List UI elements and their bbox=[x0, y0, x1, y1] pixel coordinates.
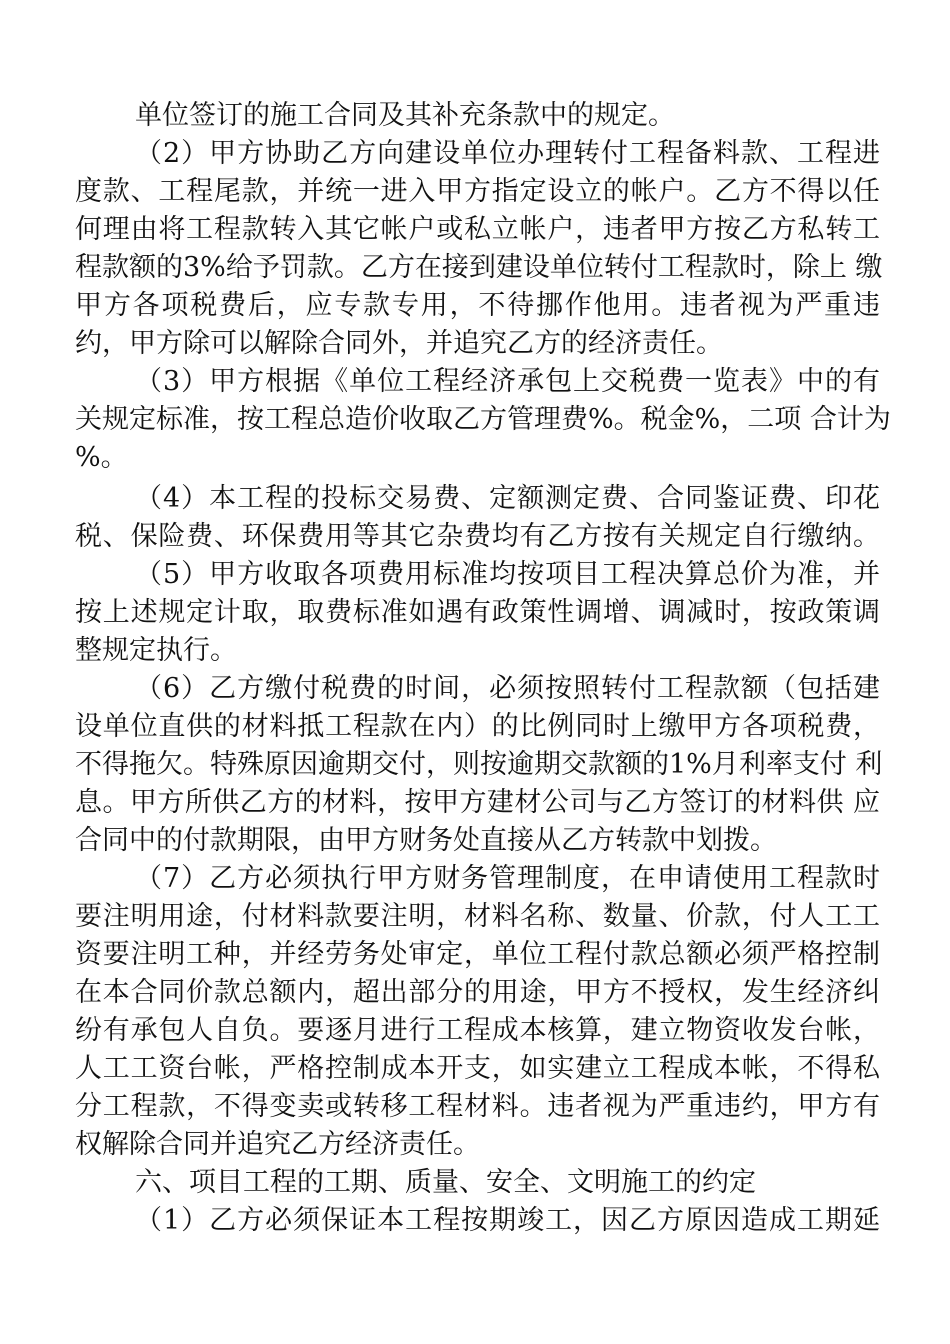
paragraph-line: 整规定执行。 bbox=[75, 635, 237, 666]
paragraph-line: 甲方各项税费后，应专款专用，不待挪作他用。违者视为严重违 bbox=[75, 290, 880, 321]
paragraph-line: 何理由将工程款转入其它帐户或私立帐户，违者甲方按乙方私转工 bbox=[75, 214, 880, 245]
paragraph-line: 权解除合同并追究乙方经济责任。 bbox=[75, 1129, 480, 1160]
paragraph-line: （5）甲方收取各项费用标准均按项目工程决算总价为准，并 bbox=[135, 559, 880, 590]
paragraph-line: 按上述规定计取，取费标准如遇有政策性调增、调减时，按政策调 bbox=[75, 597, 880, 628]
paragraph-line: （3）甲方根据《单位工程经济承包上交税费一览表》中的有 bbox=[135, 366, 880, 397]
paragraph-line: （2）甲方协助乙方向建设单位办理转付工程备料款、工程进 bbox=[135, 138, 880, 169]
paragraph-line: 税、保险费、环保费用等其它杂费均有乙方按有关规定自行缴纳。 bbox=[75, 521, 880, 552]
paragraph-line: 度款、工程尾款，并统一进入甲方指定设立的帐户。乙方不得以任 bbox=[75, 176, 880, 207]
paragraph-line: 分工程款，不得变卖或转移工程材料。违者视为严重违约，甲方有 bbox=[75, 1091, 880, 1122]
paragraph-line: 资要注明工种，并经劳务处审定，单位工程付款总额必须严格控制 bbox=[75, 939, 880, 970]
paragraph-line: 约，甲方除可以解除合同外，并追究乙方的经济责任。 bbox=[75, 328, 723, 359]
paragraph-line: 不得拖欠。特殊原因逾期交付，则按逾期交款额的1%月利率支付 利 bbox=[75, 749, 883, 780]
paragraph-line: 关规定标准，按工程总造价收取乙方管理费%。税金%，二项 合计为 bbox=[75, 404, 891, 435]
paragraph-line: （6）乙方缴付税费的时间，必须按照转付工程款额（包括建 bbox=[135, 673, 880, 704]
paragraph-line: 合同中的付款期限，由甲方财务处直接从乙方转款中划拨。 bbox=[75, 825, 777, 856]
paragraph-line: 要注明用途，付材料款要注明，材料名称、数量、价款，付人工工 bbox=[75, 901, 880, 932]
paragraph-line: 纷有承包人自负。要逐月进行工程成本核算，建立物资收发台帐， bbox=[75, 1015, 880, 1046]
section-heading: 六、项目工程的工期、质量、安全、文明施工的约定 bbox=[135, 1167, 756, 1198]
paragraph-line: （7）乙方必须执行甲方财务管理制度，在申请使用工程款时 bbox=[135, 863, 880, 894]
paragraph-line: 息。甲方所供乙方的材料，按甲方建材公司与乙方签订的材料供 应 bbox=[75, 787, 880, 818]
paragraph-line: 人工工资台帐，严格控制成本开支，如实建立工程成本帐，不得私 bbox=[75, 1053, 880, 1084]
paragraph-line: 单位签订的施工合同及其补充条款中的规定。 bbox=[135, 100, 675, 131]
paragraph-line: 程款额的3%给予罚款。乙方在接到建设单位转付工程款时，除上 缴 bbox=[75, 252, 883, 283]
paragraph-line: 在本合同价款总额内，超出部分的用途，甲方不授权，发生经济纠 bbox=[75, 977, 880, 1008]
paragraph-line: 设单位直供的材料抵工程款在内）的比例同时上缴甲方各项税费， bbox=[75, 711, 880, 742]
paragraph-line: （1）乙方必须保证本工程按期竣工，因乙方原因造成工期延 bbox=[135, 1205, 880, 1236]
paragraph-line: （4）本工程的投标交易费、定额测定费、合同鉴证费、印花 bbox=[135, 483, 880, 514]
paragraph-line: %。 bbox=[75, 442, 128, 473]
